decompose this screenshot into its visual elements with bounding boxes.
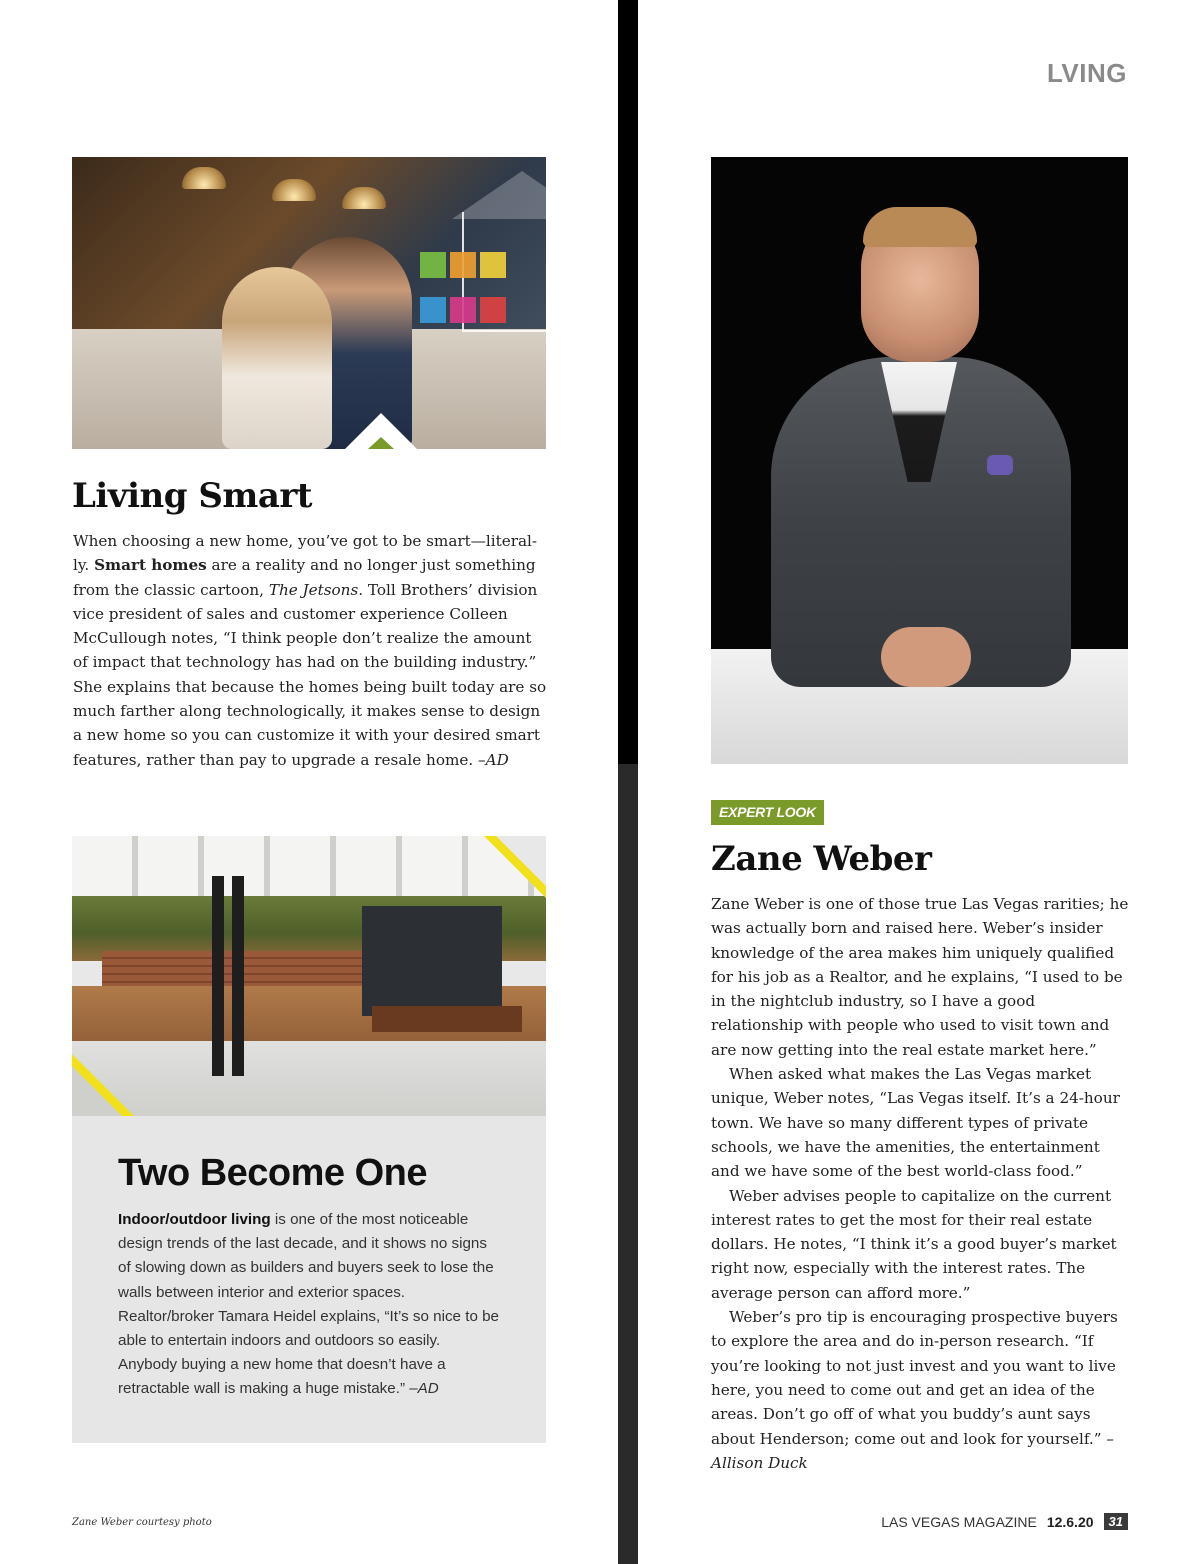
smart-home-photo bbox=[72, 157, 546, 449]
tile-icon bbox=[480, 252, 506, 278]
paragraph bbox=[711, 1305, 1129, 1475]
clasped-hands bbox=[881, 627, 971, 687]
corner-accent-inner bbox=[496, 836, 546, 886]
two-become-one-title: Two Become One bbox=[118, 1152, 428, 1194]
paragraph: Zane Weber is one of those true Las Vegas rarities; he was actually born and raised here. Weber’s insider knowledge of the area makes him uniquely qualified for his job as a Realtor, and he explains, “I used to be in the nightclub industry, so I have a good relationship with people who used to visit town and are now getting into the real estate market here.” bbox=[711, 895, 1129, 1059]
expert-look-badge: EXPERT LOOK bbox=[711, 800, 824, 825]
living-smart-body bbox=[73, 529, 548, 772]
two-become-one-body bbox=[118, 1208, 502, 1402]
magazine-name: LAS VEGAS MAGAZINE bbox=[881, 1513, 1037, 1530]
pocket-square bbox=[987, 455, 1013, 475]
zane-weber-title: Zane Weber bbox=[711, 839, 932, 879]
body-bold-text: Indoor/outdoor living bbox=[118, 1211, 271, 1228]
pendant-lamp bbox=[272, 179, 316, 201]
tile-icon bbox=[450, 297, 476, 323]
byline: –AD bbox=[409, 1380, 439, 1398]
photo-notch-accent bbox=[368, 437, 394, 449]
body-text: When choosing a new home, you’ve got to be smart—literal-ly. bbox=[73, 532, 538, 575]
byline: –AD bbox=[478, 750, 509, 769]
door-frame bbox=[232, 876, 244, 1076]
interior-floor bbox=[72, 1041, 546, 1116]
tile-icon bbox=[420, 297, 446, 323]
dining-table bbox=[372, 1006, 522, 1032]
photo-credit: Zane Weber courtesy photo bbox=[72, 1517, 212, 1528]
woman-figure bbox=[222, 267, 332, 449]
body-italic-text: The Jetsons bbox=[268, 580, 359, 599]
byline: –Allison Duck bbox=[711, 1429, 1114, 1472]
body-text: are a reality and no longer just something from the classic cartoon, bbox=[73, 556, 536, 599]
living-smart-title: Living Smart bbox=[72, 476, 313, 516]
paragraph: When asked what makes the Las Vegas market unique, Weber notes, “Las Vegas itself. It’s a 24-hour town. We have so many different types of private schools, we have the amenities, the entertainment and we have some of the best world-class food.” bbox=[711, 1065, 1120, 1181]
ceiling-beams bbox=[72, 836, 546, 896]
body-bold-text: Smart homes bbox=[94, 556, 207, 575]
section-label: LVING bbox=[1046, 58, 1127, 88]
corner-accent-inner bbox=[72, 1066, 122, 1116]
body-text: . Toll Brothers’ division vice president of sales and customer experience Colleen McCullough notes, “I think people don’t realize the amount of impact that technology has had on the building industry.” She explains that because the homes being built today are so much farther along technologically, it makes sense to design a new home so you can customize it with your desired smart features, rather than pay to upgrade a resale home. bbox=[73, 580, 547, 769]
exterior-house bbox=[362, 906, 502, 1016]
issue-date: 12.6.20 bbox=[1046, 1513, 1094, 1530]
body-text: Weber’s pro tip is encouraging prospective buyers to explore the area and do in-person research. “If you’re looking to not just invest and you want to live here, you need to come out and get an idea of the areas. Don’t go off of what you buddy’s aunt says about Henderson; come out and look for yourself.” bbox=[711, 1308, 1118, 1448]
zane-weber-body bbox=[711, 892, 1129, 1475]
pendant-lamp bbox=[342, 187, 386, 209]
door-frame bbox=[212, 876, 224, 1076]
zane-weber-portrait bbox=[711, 157, 1128, 764]
tile-icon bbox=[480, 297, 506, 323]
page-number: 31 bbox=[1104, 1513, 1128, 1530]
page-gutter-bar-lower bbox=[618, 764, 638, 1564]
body-text: is one of the most noticeable design trends of the last decade, and it shows no signs of slowing down as builders and buyers seek to lose the walls between interior and exterior spaces. Realtor/broker Tamara Heidel explains, “It’s so nice to be able to entertain indoors and outdoors so easily. Anybody buying a new home that doesn’t have a retractable wall is making a huge mistake.” bbox=[118, 1211, 499, 1398]
tile-icon bbox=[420, 252, 446, 278]
hair bbox=[863, 207, 977, 247]
tile-icon bbox=[450, 252, 476, 278]
page-footer bbox=[881, 1513, 1128, 1530]
paragraph: Weber advises people to capitalize on the current interest rates to get the most for their real estate dollars. He notes, “I think it’s a good buyer’s market right now, especially with the interest rates. The average person can afford more.” bbox=[711, 1186, 1117, 1302]
indoor-outdoor-photo bbox=[72, 836, 546, 1116]
pendant-lamp bbox=[182, 167, 226, 189]
